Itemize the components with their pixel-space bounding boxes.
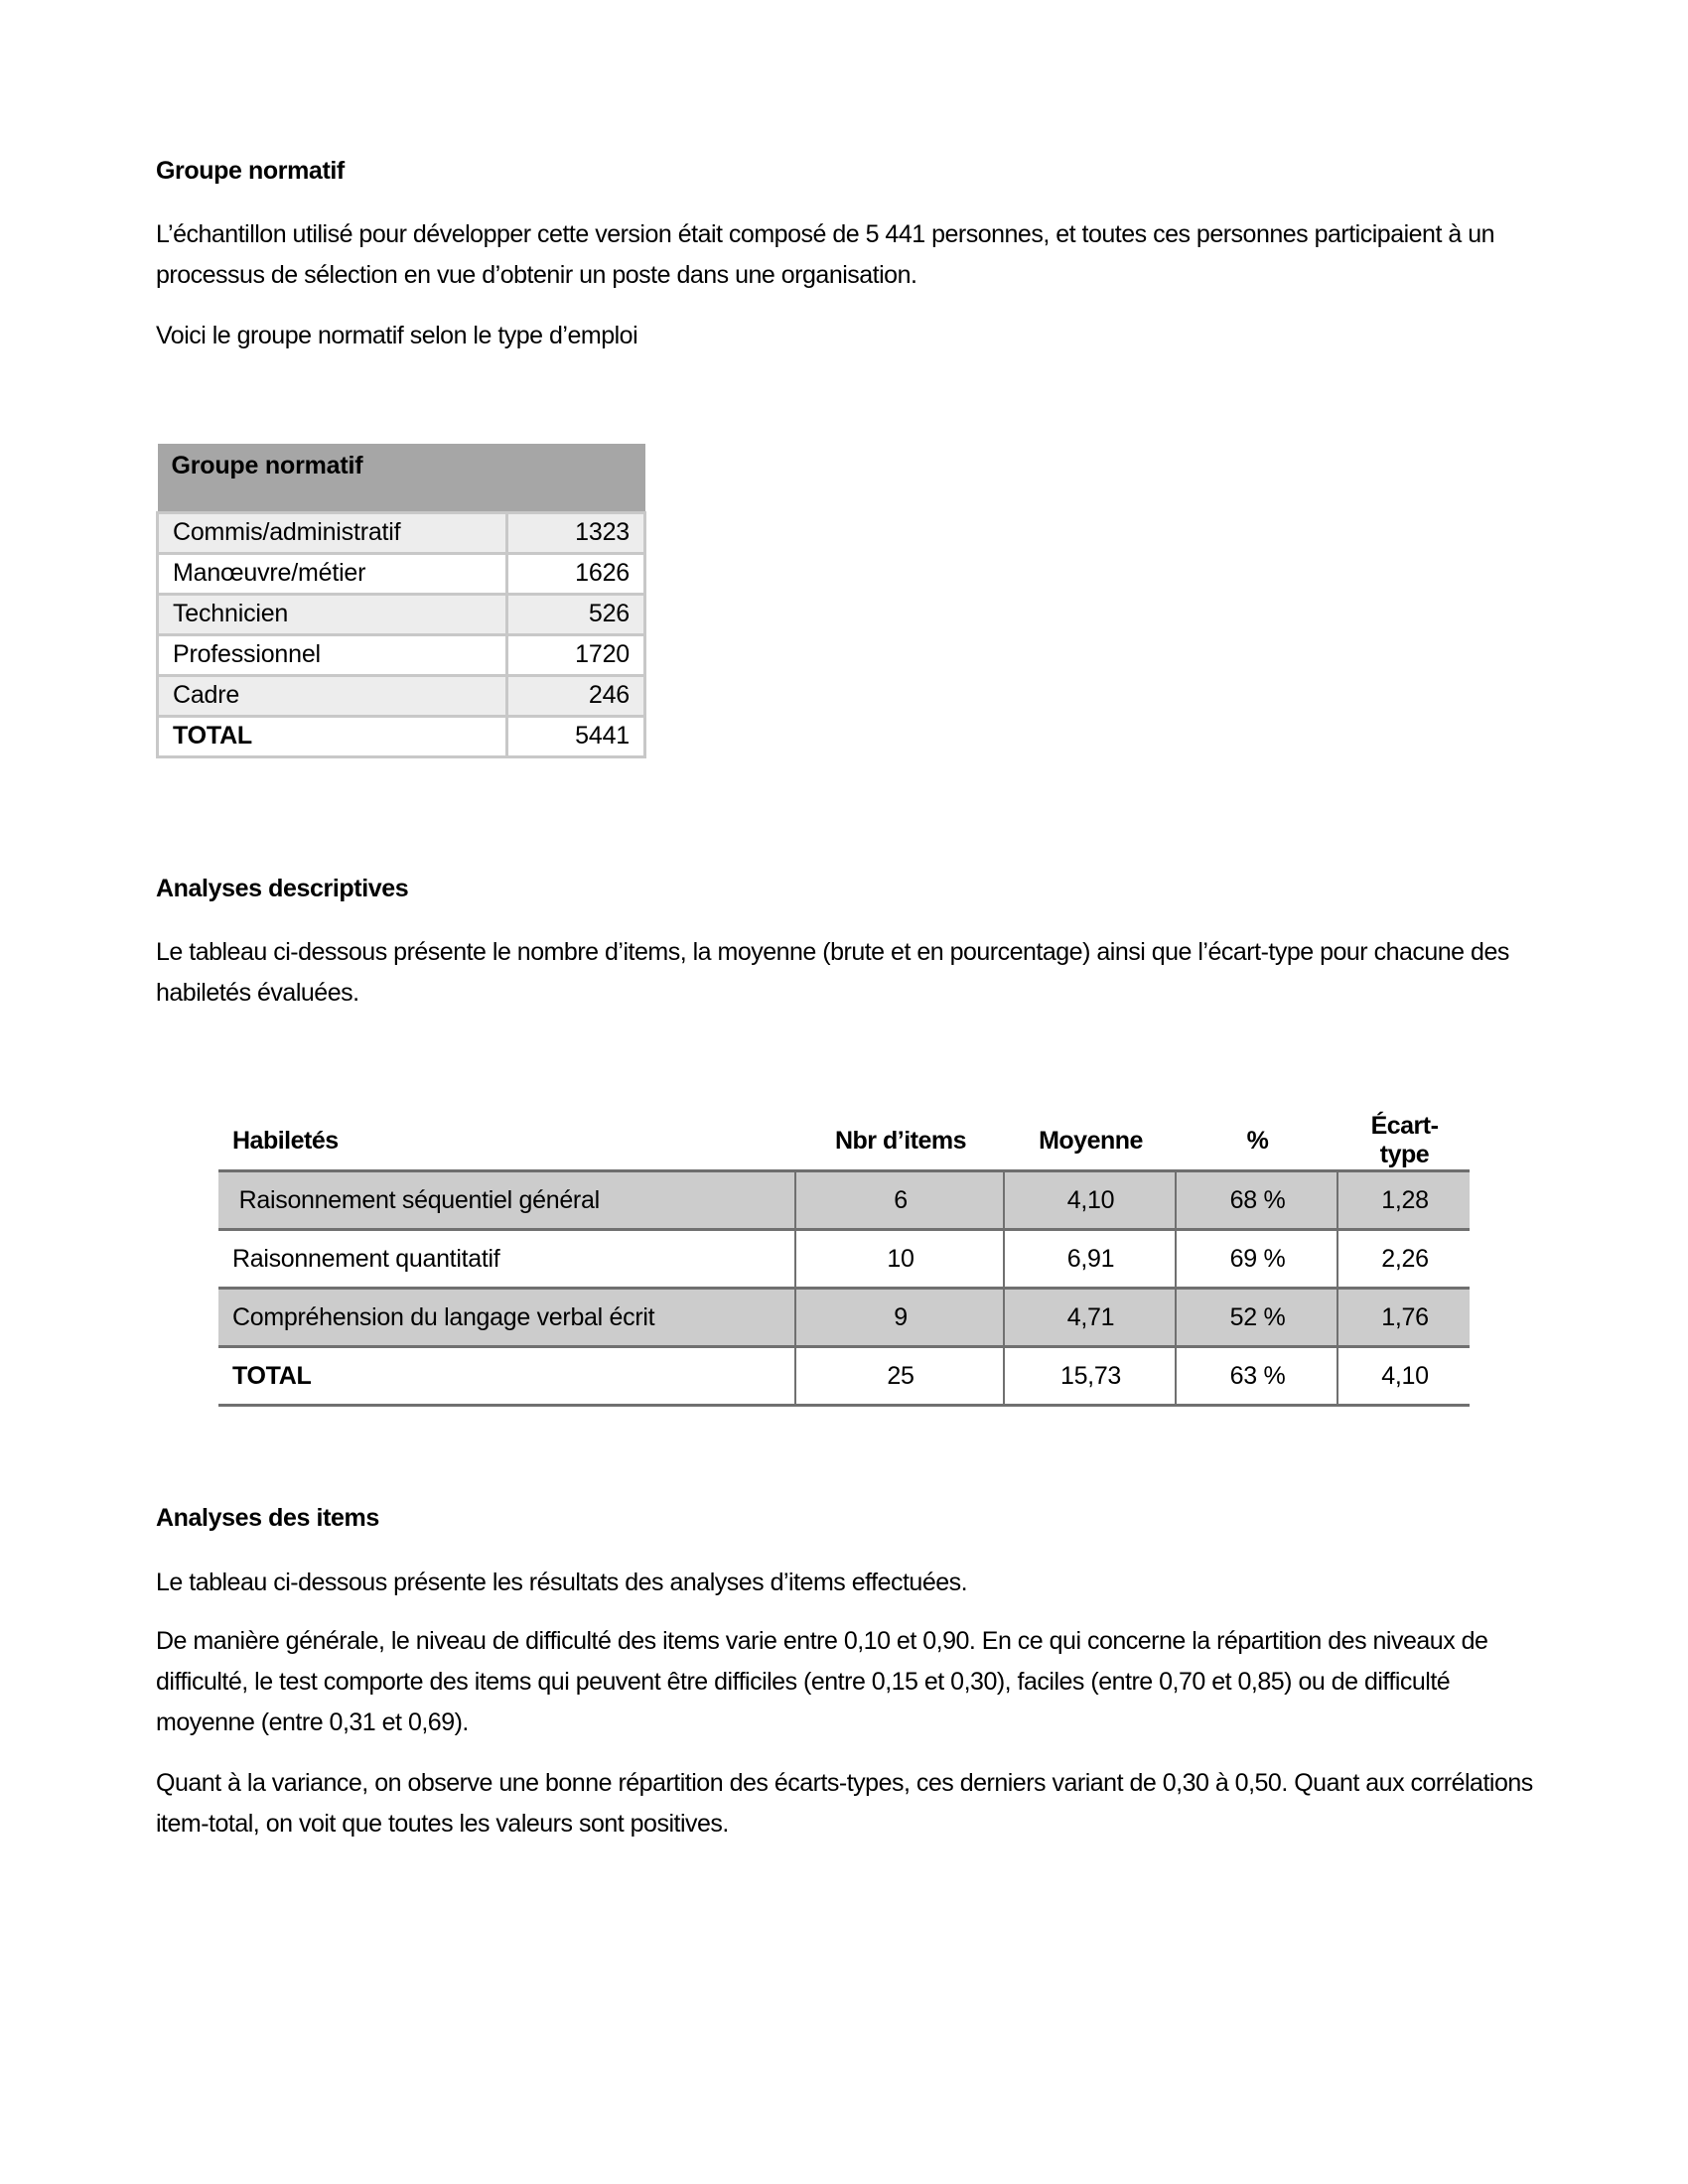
cell-pourcentage: 63 % [1176,1347,1337,1406]
column-header-moyenne: Moyenne [1004,1112,1176,1171]
column-header-pourcentage: % [1176,1112,1337,1171]
table-analyses-descriptives [218,1112,1470,1407]
cell-moyenne: 6,91 [1004,1230,1176,1289]
cell-moyenne: 4,10 [1004,1171,1176,1230]
table-row [218,1230,1470,1289]
paragraph-echantillon: L’échantillon utilisé pour développer cette version était composé de 5 441 personnes, et toutes ces personnes participaient à un processus de sélection en vue d’obtenir un poste dans une organisation. [156,220,1495,289]
table-row-total [158,716,645,756]
heading-groupe-normatif: Groupe normatif [156,157,345,185]
cell-nbr-items: 25 [795,1347,1004,1406]
cell-nbr-items: 6 [795,1171,1004,1230]
cell-nbr-items: 10 [795,1230,1004,1289]
heading-analyses-items: Analyses des items [156,1504,379,1532]
cell-ecart-type: 1,28 [1337,1171,1470,1230]
row-label: Manœuvre/métier [158,553,507,594]
table-row [158,594,645,634]
cell-habilete: Raisonnement séquentiel général [218,1171,795,1230]
paragraph-variance: Quant à la variance, on observe une bonne répartition des écarts-types, ces derniers variant de 0,30 à 0,50. Quant aux corrélations item-total, on voit que toutes les valeurs sont positives. [156,1769,1533,1838]
row-value: 1323 [507,512,645,553]
table-row [218,1171,1470,1230]
table-row-total [218,1347,1470,1406]
row-label: TOTAL [158,716,507,756]
cell-habilete: Raisonnement quantitatif [218,1230,795,1289]
table-groupe-normatif [156,444,646,758]
table-header: Groupe normatif [158,444,645,512]
row-value: 1626 [507,553,645,594]
paragraph-descriptives: Le tableau ci-dessous présente le nombre d’items, la moyenne (brute et en pourcentage) ainsi que l’écart-type pour chacune des habiletés évaluées. [156,938,1509,1007]
paragraph-analyses-items-intro: Le tableau ci-dessous présente les résultats des analyses d’items effectuées. [156,1569,968,1596]
table-row [158,634,645,675]
cell-nbr-items: 9 [795,1289,1004,1347]
table-row [158,512,645,553]
cell-ecart-type: 4,10 [1337,1347,1470,1406]
row-label: Commis/administratif [158,512,507,553]
row-label: Professionnel [158,634,507,675]
heading-analyses-descriptives: Analyses descriptives [156,875,409,902]
row-label: Cadre [158,675,507,716]
row-value: 1720 [507,634,645,675]
cell-moyenne: 4,71 [1004,1289,1176,1347]
paragraph-type-emploi: Voici le groupe normatif selon le type d’emploi [156,322,638,349]
table-row [158,675,645,716]
column-header-habiletes: Habiletés [218,1112,795,1171]
cell-habilete: TOTAL [218,1347,795,1406]
column-header-nbr-items: Nbr d’items [795,1112,1004,1171]
row-value: 526 [507,594,645,634]
column-header-ecart-type: Écart-type [1337,1112,1470,1171]
cell-pourcentage: 52 % [1176,1289,1337,1347]
table-row [158,553,645,594]
cell-ecart-type: 1,76 [1337,1289,1470,1347]
cell-ecart-type: 2,26 [1337,1230,1470,1289]
row-value: 246 [507,675,645,716]
row-value: 5441 [507,716,645,756]
table-row [218,1289,1470,1347]
paragraph-difficulte: De manière générale, le niveau de difficulté des items varie entre 0,10 et 0,90. En ce qui concerne la répartition des niveaux de difficulté, le test comporte des items qui peuvent être difficiles (entre 0,15 et 0,30), faciles (entre 0,70 et 0,85) ou de difficulté moyenne (entre 0,31 et 0,69). [156,1627,1488,1736]
row-label: Technicien [158,594,507,634]
cell-habilete: Compréhension du langage verbal écrit [218,1289,795,1347]
cell-pourcentage: 68 % [1176,1171,1337,1230]
cell-pourcentage: 69 % [1176,1230,1337,1289]
cell-moyenne: 15,73 [1004,1347,1176,1406]
